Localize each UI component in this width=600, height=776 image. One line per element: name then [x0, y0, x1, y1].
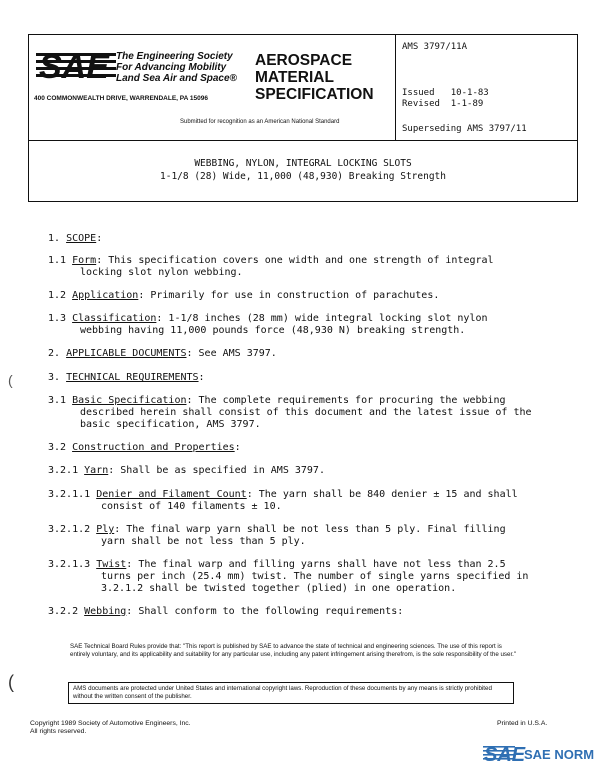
- section-2: 2. APPLICABLE DOCUMENTS: See AMS 3797.: [48, 348, 277, 359]
- doc-type-line: SPECIFICATION: [255, 86, 374, 103]
- section-1-3: 1.3 Classification: 1-1/8 inches (28 mm) wide integral locking slot nylon: [48, 313, 488, 324]
- sae-logo: [36, 48, 116, 84]
- document-title: WEBBING, NYLON, INTEGRAL LOCKING SLOTS: [194, 158, 412, 169]
- superseding: Superseding AMS 3797/11: [402, 124, 527, 134]
- section-heading: Denier and Filament Count: [96, 489, 247, 500]
- printed-in: Printed in U.S.A.: [497, 720, 548, 727]
- body-line: turns per inch (25.4 mm) twist. The number of single yarns specified in: [101, 571, 529, 582]
- section-1-2: 1.2 Application: Primarily for use in construction of parachutes.: [48, 290, 440, 301]
- issue-dates: [402, 88, 489, 110]
- svg-text:SAE: SAE: [484, 744, 526, 766]
- section-3-2-1-3: 3.2.1.3 Twist: The final warp and filling yarns shall have not less than 2.5: [48, 559, 506, 570]
- section-heading: Ply: [96, 524, 115, 535]
- body-line: locking slot nylon webbing.: [80, 267, 243, 278]
- copyright: [30, 720, 191, 736]
- document-type: [255, 52, 374, 103]
- section-heading: TECHNICAL REQUIREMENTS: [66, 372, 199, 383]
- header-divider: [395, 34, 396, 141]
- society-line: For Advancing Mobility: [116, 62, 227, 73]
- section-3-2-2: 3.2.2 Webbing: Shall conform to the following requirements:: [48, 606, 404, 617]
- rights-line: All rights reserved.: [30, 728, 87, 735]
- body-line: basic specification, AMS 3797.: [80, 419, 261, 430]
- society-line: Land Sea Air and Space®: [116, 73, 237, 84]
- ams-number: AMS 3797/11A: [402, 42, 468, 52]
- section-heading: Classification: [72, 313, 157, 324]
- body-line: 3.2.1.2 shall be twisted together (plied) in one operation.: [101, 583, 457, 594]
- submitted-note: Submitted for recognition as an American National Standard: [180, 119, 340, 125]
- document-subtitle: 1-1/8 (28) Wide, 11,000 (48,930) Breaking Strength: [160, 171, 446, 182]
- section-3-1: 3.1 Basic Specification: The complete requirements for procuring the webbing: [48, 395, 506, 406]
- watermark-text: SAE NORM: [524, 747, 595, 762]
- issued-date: Issued 10-1-83: [402, 88, 489, 98]
- society-line: The Engineering Society: [116, 51, 233, 62]
- section-heading: Form: [72, 255, 97, 266]
- section-1: 1. SCOPE:: [48, 233, 103, 244]
- section-3-2-1-1: 3.2.1.1 Denier and Filament Count: The yarn shall be 840 denier ± 15 and shall: [48, 489, 518, 500]
- body-line: described herein shall consist of this document and the latest issue of the: [80, 407, 532, 418]
- body-line: webbing having 11,000 pounds force (48,930 N) breaking strength.: [80, 325, 466, 336]
- society-tagline: [116, 51, 237, 84]
- section-heading: Yarn: [84, 465, 109, 476]
- section-heading: Construction and Properties: [72, 442, 235, 453]
- section-heading: Basic Specification: [72, 395, 187, 406]
- doc-type-line: MATERIAL: [255, 69, 334, 86]
- section-heading: Webbing: [84, 606, 127, 617]
- section-3-2-1-2: 3.2.1.2 Ply: The final warp yarn shall be not less than 5 ply. Final filling: [48, 524, 506, 535]
- copyright-line: Copyright 1989 Society of Automotive Engineers, Inc.: [30, 720, 191, 727]
- section-heading: SCOPE: [66, 233, 97, 244]
- copyright-notice-box: AMS documents are protected under United States and international copyright laws. Reproduction of these documents by any means is strictly prohibited without the written consent of the publisher.: [68, 682, 514, 704]
- technical-board-rules: SAE Technical Board Rules provide that: "This report is published by SAE to advance the state of technical and engineering sciences. The use of this report is entirely voluntary, and its applicability and suitability for any particular use, including any patent infringement arising therefrom, is the sole responsibility of the user.": [70, 643, 517, 658]
- section-heading: Application: [72, 290, 139, 301]
- body-line: yarn shall be not less than 5 ply.: [101, 536, 306, 547]
- section-heading: Twist: [96, 559, 127, 570]
- body-line: consist of 140 filaments ± 10.: [101, 501, 282, 512]
- section-3-2: 3.2 Construction and Properties:: [48, 442, 241, 453]
- scan-mark: (: [8, 372, 13, 388]
- society-address: 400 COMMONWEALTH DRIVE, WARRENDALE, PA 15096: [34, 95, 208, 102]
- section-3: 3. TECHNICAL REQUIREMENTS:: [48, 372, 205, 383]
- doc-type-line: AEROSPACE: [255, 52, 353, 69]
- scan-mark: (: [8, 672, 14, 692]
- svg-text:SAE: SAE: [39, 48, 109, 84]
- section-heading: APPLICABLE DOCUMENTS: [66, 348, 187, 359]
- section-3-2-1: 3.2.1 Yarn: Shall be as specified in AMS 3797.: [48, 465, 325, 476]
- section-1-1: 1.1 Form: This specification covers one width and one strength of integral: [48, 255, 494, 266]
- sae-norm-watermark: [483, 740, 595, 766]
- revised-date: Revised 1-1-89: [402, 99, 484, 109]
